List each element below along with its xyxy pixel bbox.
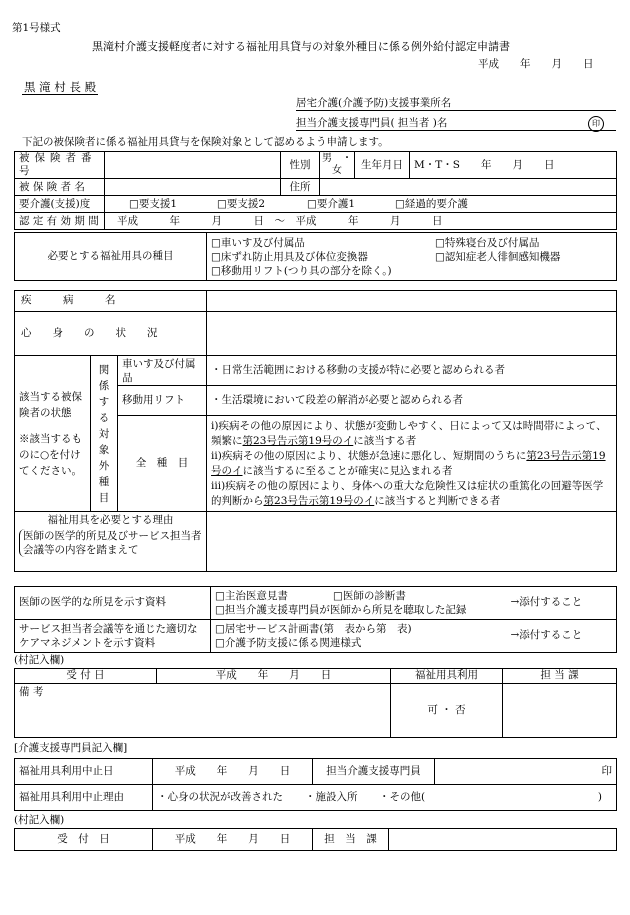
criteria-3-tail: に該当すると判断できる者	[374, 494, 501, 507]
manager-table	[14, 758, 617, 811]
all-items-criteria	[207, 416, 617, 512]
application-date[interactable]: 平成 年 月 日	[478, 58, 594, 70]
manager-seal: 印	[601, 764, 612, 777]
notice-reference: 第23号告示第19号のイ	[242, 434, 354, 447]
sex-options[interactable]: 男 ・ 女	[320, 152, 355, 179]
care-manager-field[interactable]	[296, 117, 616, 131]
care-level-label: 要介護(支援)度	[15, 196, 105, 213]
application-statement: 下記の被保険者に係る福祉用具貸与を保険対象として認めるよう申請します。	[22, 136, 389, 148]
care-level-options	[105, 196, 617, 213]
reason-note: 医師の医学的所見及びサービス担当者会議等の内容を踏まえて	[19, 529, 202, 557]
office-name-field[interactable]	[296, 97, 616, 111]
opinion-doc-checkbox[interactable]: □主治医意見書	[215, 590, 288, 602]
remarks-cell[interactable]	[15, 684, 391, 738]
insured-name-input[interactable]	[105, 179, 281, 196]
reason-cell	[15, 512, 207, 572]
equipment-options	[207, 233, 617, 281]
department-label-2: 担 当 課	[313, 829, 389, 851]
lift-criteria[interactable]: ・生活環境において段差の解消が必要と認められる者	[207, 386, 617, 416]
office-name-label: 居宅介護(介護予防)支援事業所名	[296, 97, 452, 109]
department-label: 担 当 課	[503, 669, 617, 684]
related-item-label: 関係する対象外種目	[91, 356, 118, 512]
criteria-3[interactable]	[211, 479, 612, 509]
state-note: ※該当するものに○を付けてください。	[19, 432, 82, 477]
manager-name-input[interactable]	[435, 759, 617, 785]
hearing-record-checkbox[interactable]: □担当介護支援専門員が医師から所見を聴取した記録	[215, 604, 467, 616]
address-label: 住所	[281, 179, 320, 196]
address-input[interactable]	[320, 179, 617, 196]
reason-close-paren: )	[597, 791, 602, 803]
received-date-label-2: 受 付 日	[15, 829, 153, 851]
form-number: 第1号様式	[12, 22, 61, 34]
care-plan-checkbox[interactable]: □居宅サービス計画書(第 表から第 表)	[215, 623, 412, 635]
approval-options[interactable]: 可 ・ 否	[391, 684, 503, 738]
medical-docs-label: 医師の医学的な所見を示す資料	[15, 587, 211, 620]
birthdate-input[interactable]: M・T・S 年 月 日	[410, 152, 617, 179]
criteria-2-text: ii)疾病その他の原因により、状態が急速に悪化し、短期間のうちに	[211, 449, 527, 462]
service-attach-note: →添付すること	[507, 620, 617, 653]
care-level-transitional[interactable]: □経過的要介護	[395, 197, 468, 210]
documents-table	[14, 586, 617, 653]
seal-stamp: 印	[588, 116, 604, 132]
criteria-1-text: i)疾病その他の原因により、状態が変動しやすく、日によって又は時間帯によって、頻繁に	[211, 419, 607, 447]
stop-date-input[interactable]: 平成 年 月 日	[153, 759, 313, 785]
equipment-wheelchair[interactable]: □車いす及び付属品	[211, 236, 305, 249]
stop-reason-options	[153, 785, 617, 811]
village-section-label: (村記入欄)	[14, 654, 65, 666]
equipment-dementia-sensor[interactable]: □認知症老人徘徊感知機器	[435, 250, 561, 263]
mental-physical-input[interactable]	[207, 312, 617, 356]
manager-section-label: [介護支援専門員記入欄]	[14, 742, 128, 754]
department-input-2[interactable]	[389, 829, 617, 851]
notice-reference: 第23号告示第19号のイ	[263, 494, 375, 507]
equipment-table	[14, 232, 617, 281]
medical-attach-note: →添付すること	[507, 587, 617, 620]
village-section-label-2: (村記入欄)	[14, 814, 65, 826]
prevention-forms-checkbox[interactable]: □介護予防支援に係る関連様式	[215, 637, 362, 649]
equipment-bedsore-prevention[interactable]: □床ずれ防止用具及び体位変換器	[211, 250, 368, 263]
care-level-support2[interactable]: □要支援2	[217, 197, 266, 210]
disease-input[interactable]	[207, 291, 617, 312]
criteria-2[interactable]	[211, 449, 612, 479]
insured-info-table	[14, 151, 617, 230]
state-label: 該当する被保険者の状態	[19, 390, 82, 419]
medical-doc-options	[211, 587, 507, 620]
criteria-1-tail: に該当する者	[353, 434, 417, 447]
lift-label: 移動用リフト	[118, 386, 207, 416]
received-date-input-2[interactable]: 平成 年 月 日	[153, 829, 313, 851]
reason-label: 福祉用具を必要とする理由	[47, 514, 174, 526]
equipment-special-bed[interactable]: □特殊寝台及び付属品	[435, 236, 540, 249]
reason-facility[interactable]: ・施設入所	[305, 790, 358, 803]
wheelchair-label: 車いす及び付属品	[118, 356, 207, 386]
care-manager-label: 担当介護支援専門員( 担当者 )名	[296, 117, 448, 129]
state-cell	[15, 356, 91, 512]
village-receipt-table-2	[14, 828, 617, 851]
form-title: 黒滝村介護支援軽度者に対する福祉用具貸与の対象外種目に係る例外給付認定申請書	[92, 40, 510, 53]
equipment-use-label: 福祉用具利用	[391, 669, 503, 684]
care-level-care1[interactable]: □要介護1	[307, 197, 356, 210]
reason-other[interactable]: ・その他(	[379, 790, 426, 803]
reason-input[interactable]	[207, 512, 617, 572]
stop-date-label: 福祉用具利用中止日	[15, 759, 153, 785]
remarks-label: 備 考	[19, 686, 44, 698]
criteria-2-tail: に該当するに至ることが確実に見込まれる者	[242, 464, 453, 477]
wheelchair-criteria[interactable]: ・日常生活範囲における移動の支援が特に必要と認められる者	[207, 356, 617, 386]
certification-period-label: 認 定 有 効 期 間	[15, 213, 105, 230]
insured-number-input[interactable]	[105, 152, 281, 179]
diagnosis-doc-checkbox[interactable]: □医師の診断書	[333, 590, 406, 602]
condition-table	[14, 290, 617, 572]
all-items-label: 全 種 目	[118, 416, 207, 512]
reason-improved[interactable]: ・心身の状況が改善された	[157, 790, 283, 803]
addressee: 黒 滝 村 長 殿	[24, 80, 97, 94]
criteria-1[interactable]	[211, 419, 612, 449]
birthdate-label: 生年月日	[355, 152, 410, 179]
insured-name-label: 被 保 険 者 名	[15, 179, 105, 196]
manager-name-label: 担当介護支援専門員	[313, 759, 435, 785]
notice-reference: 第23号告示第19号のイ	[211, 449, 606, 477]
care-level-support1[interactable]: □要支援1	[129, 197, 178, 210]
service-doc-options	[211, 620, 507, 653]
equipment-type-label: 必要とする福祉用具の種目	[15, 233, 207, 281]
equipment-lift[interactable]: □移動用リフト(つり具の部分を除く。)	[211, 264, 392, 277]
stop-reason-label: 福祉用具利用中止理由	[15, 785, 153, 811]
certification-period-input[interactable]: 平成 年 月 日 ～ 平成 年 月 日	[105, 213, 617, 230]
village-receipt-table	[14, 668, 617, 738]
criteria-3-text: iii)疾病その他の原因により、身体への重大な危険性又は症状の重篤化の回避等医学的判断から	[211, 479, 604, 507]
sex-label: 性別	[281, 152, 320, 179]
mental-physical-label: 心 身 の 状 況	[15, 312, 207, 356]
received-date-input[interactable]: 平成 年 月 日	[157, 669, 391, 684]
service-docs-label: サービス担当者会議等を通じた適切なケアマネジメントを示す資料	[15, 620, 211, 653]
received-date-label: 受 付 日	[15, 669, 157, 684]
department-input[interactable]	[503, 684, 617, 738]
disease-label: 疾 病 名	[15, 291, 207, 312]
insured-number-label: 被保険者番号	[15, 152, 105, 179]
